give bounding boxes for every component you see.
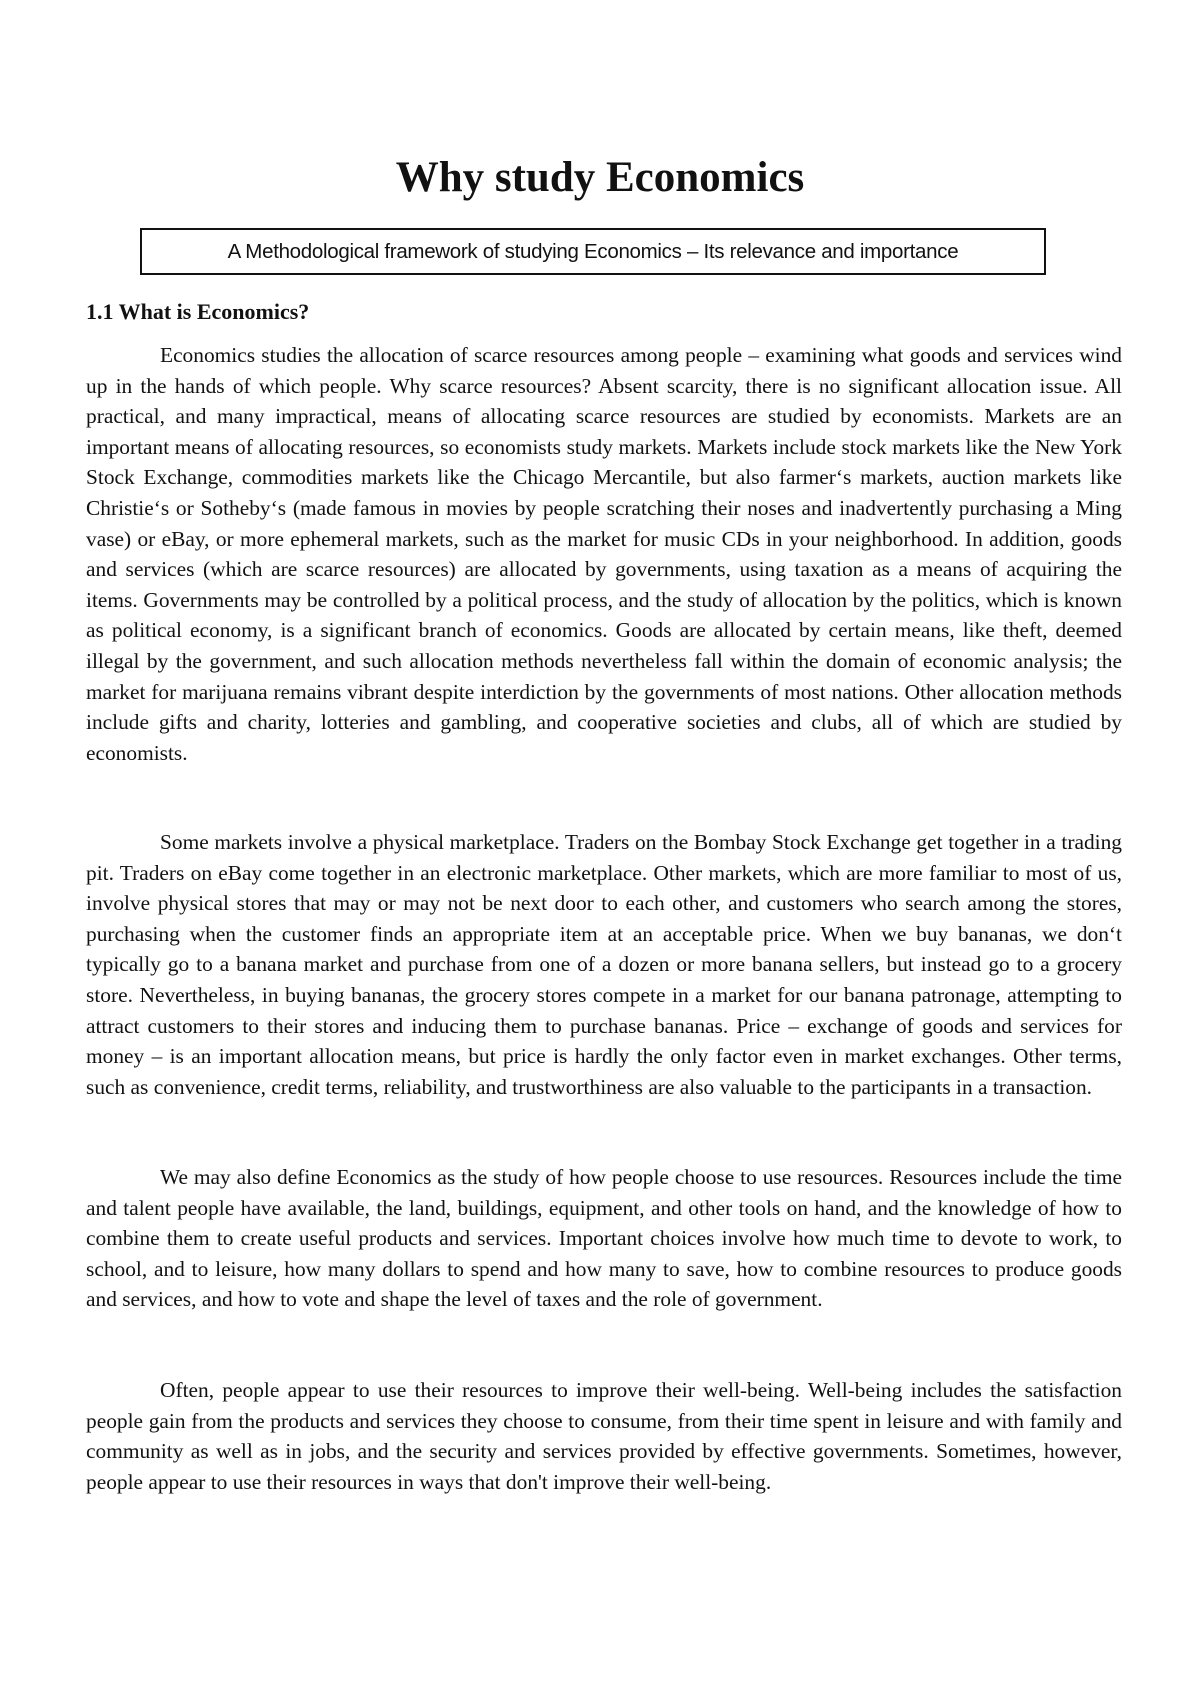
paragraph: We may also define Economics as the study of how people choose to use resources. Resources include the time and talent people have available, the land, buildings, equipment, and other tools on hand, and the knowledge of how to combine them to create useful products and services. Important choices involve how much time to devote to work, to school, and to leisure, how many dollars to spend and how many to save, how to combine resources to produce goods and services, and how to vote and shape the level of taxes and the role of government. bbox=[86, 1165, 1122, 1312]
paragraph: Often, people appear to use their resources to improve their well-being. Well-being includes the satisfaction people gain from the products and services they choose to consume, from their time spent in leisure and with family and community as well as in jobs, and the security and services provided by effective governments. Sometimes, however, people appear to use their resources in ways that don't improve their well-being. bbox=[86, 1378, 1122, 1494]
section-heading: 1.1 What is Economics? bbox=[86, 299, 310, 324]
document-title: Why study Economics bbox=[395, 154, 805, 201]
paragraph: Economics studies the allocation of scarce resources among people – examining what goods and services wind up in the hands of which people. Why scarce resources? Absent scarcity, there is no significant allocation issue. All practical, and many impractical, means of allocating scarce resources are studied by economists. Markets are an important means of allocating resources, so economists study markets. Markets include stock markets like the New York Stock Exchange, commodities markets like the Chicago Mercantile, but also farmer‘s markets, auction markets like Christie‘s or Sotheby‘s (made famous in movies by people scratching their noses and inadvertently purchasing a Ming vase) or eBay, or more ephemeral markets, such as the market for music CDs in your neighborhood. In addition, goods and services (which are scarce resources) are allocated by governments, using taxation as a means of acquiring the items. Governments may be controlled by a political process, and the study of allocation by the politics, which is known as political economy, is a significant branch of economics. Goods are allocated by certain means, like theft, deemed illegal by the government, and such allocation methods nevertheless fall within the domain of economic analysis; the market for marijuana remains vibrant despite interdiction by the governments of most nations. Other allocation methods include gifts and charity, lotteries and gambling, and cooperative societies and clubs, all of which are studied by economists. bbox=[86, 343, 1122, 765]
subtitle-box bbox=[140, 228, 1046, 275]
subtitle-text: A Methodological framework of studying Economics – Its relevance and importance bbox=[227, 239, 959, 263]
paragraph: Some markets involve a physical marketplace. Traders on the Bombay Stock Exchange get together in a trading pit. Traders on eBay come together in an electronic marketplace. Other markets, which are more familiar to most of us, involve physical stores that may or may not be next door to each other, and customers who search among the stores, purchasing when the customer finds an appropriate item at an acceptable price. When we buy bananas, we don‘t typically go to a banana market and purchase from one of a dozen or more banana sellers, but instead go to a grocery store. Nevertheless, in buying bananas, the grocery stores compete in a market for our banana patronage, attempting to attract customers to their stores and inducing them to purchase bananas. Price – exchange of goods and services for money – is an important allocation means, but price is hardly the only factor even in market exchanges. Other terms, such as convenience, credit terms, reliability, and trustworthiness are also valuable to the participants in a transaction. bbox=[86, 830, 1122, 1099]
